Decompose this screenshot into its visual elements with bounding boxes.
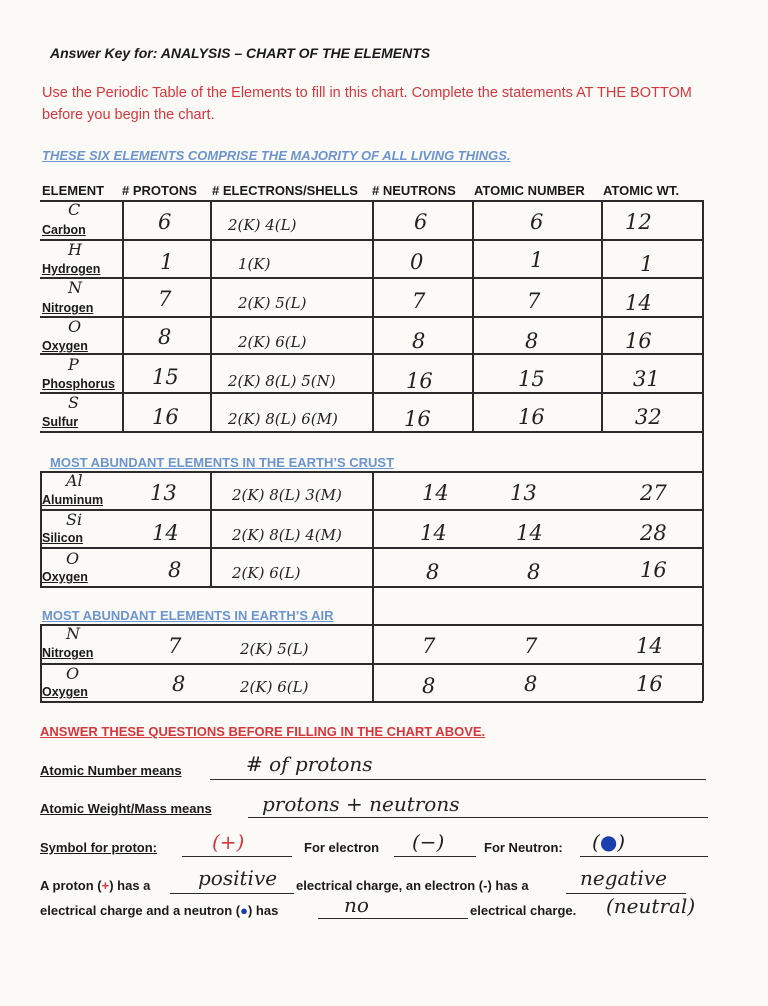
cell-neutrons: 7 (422, 634, 436, 658)
element-name: Oxygen (42, 685, 88, 699)
cell-atomic-number: 7 (527, 289, 541, 313)
proton-symbol-label: Symbol for proton: (40, 840, 157, 855)
cell-protons: 8 (158, 325, 172, 349)
questions-heading: ANSWER THESE QUESTIONS BEFORE FILLING IN THE CHART ABOVE. (40, 724, 486, 739)
answer-line (210, 779, 706, 780)
element-symbol: P (68, 355, 79, 374)
col-header-atomic-weight: ATOMIC WT. (603, 183, 680, 198)
cell-protons: 8 (172, 672, 186, 696)
charge-sentence-1: A proton (+) has a (40, 878, 151, 893)
cell-neutrons: 16 (406, 369, 433, 393)
element-symbol: N (66, 624, 80, 643)
table-col-rule (601, 200, 603, 431)
cell-atomic-number: 15 (518, 367, 545, 391)
cell-atomic-weight: 28 (640, 521, 667, 545)
cell-atomic-number: 8 (524, 672, 538, 696)
cell-atomic-number: 8 (527, 560, 541, 584)
element-name: Oxygen (42, 339, 88, 353)
table-col-rule (210, 200, 212, 431)
section-heading-air: MOST ABUNDANT ELEMENTS IN EARTH’S AIR (42, 608, 334, 623)
charge-sentence-2: electrical charge and a neutron (●) has (40, 903, 279, 918)
cell-atomic-weight: 14 (636, 634, 663, 658)
cell-atomic-weight: 16 (636, 672, 663, 696)
cell-protons: 7 (168, 634, 182, 658)
atomic-number-label: Atomic Number means (40, 763, 182, 778)
cell-atomic-weight: 16 (640, 558, 667, 582)
element-symbol: C (68, 200, 81, 219)
element-name: Hydrogen (42, 262, 101, 276)
cell-protons: 13 (150, 481, 177, 505)
cell-neutrons: 16 (404, 407, 431, 431)
element-symbol: H (68, 240, 82, 259)
answer-line (580, 856, 708, 857)
element-name: Sulfur (42, 415, 79, 429)
cell-atomic-weight: 12 (625, 210, 652, 234)
col-header-element: ELEMENT (42, 183, 105, 198)
table-col-rule (122, 200, 124, 431)
cell-atomic-number: 13 (510, 481, 537, 505)
cell-shells: 1(K) (238, 255, 271, 273)
cell-atomic-number: 16 (518, 405, 545, 429)
answer-line (318, 918, 468, 919)
answer-line (170, 893, 294, 894)
element-name: Carbon (42, 223, 86, 237)
atomic-number-answer: # of protons (246, 752, 373, 776)
table-rule (40, 431, 703, 433)
cell-shells: 2(K) 5(L) (240, 640, 309, 658)
cell-atomic-weight: 14 (625, 291, 652, 315)
cell-shells: 2(K) 8(L) 3(M) (232, 486, 342, 504)
proton-charge-answer: positive (198, 866, 278, 890)
element-name: Nitrogen (42, 301, 94, 315)
proton-symbol-answer: (+) (212, 830, 245, 854)
cell-shells: 2(K) 6(L) (238, 333, 307, 351)
elements-table (40, 183, 703, 703)
cell-neutrons: 6 (414, 210, 428, 234)
electron-symbol-answer: (−) (412, 830, 445, 854)
cell-protons: 1 (160, 250, 174, 274)
element-name: Oxygen (42, 570, 88, 584)
page-title: Answer Key for: ANALYSIS – CHART OF THE ELEMENTS (50, 45, 431, 61)
cell-atomic-number: 8 (525, 329, 539, 353)
cell-protons: 15 (152, 365, 179, 389)
cell-atomic-weight: 32 (635, 405, 662, 429)
cell-shells: 2(K) 8(L) 6(M) (228, 410, 338, 428)
cell-shells: 2(K) 4(L) (228, 216, 297, 234)
element-symbol: S (68, 393, 79, 412)
cell-protons: 16 (152, 405, 179, 429)
answer-line (182, 856, 292, 857)
cell-neutrons: 8 (426, 560, 440, 584)
neutron-charge-answer: no (344, 893, 369, 917)
cell-protons: 8 (168, 558, 182, 582)
element-name: Aluminum (42, 493, 104, 507)
cell-neutrons: 8 (412, 329, 426, 353)
cell-shells: 2(K) 6(L) (232, 564, 301, 582)
cell-protons: 14 (152, 521, 179, 545)
neutron-symbol-label: For Neutron: (484, 840, 563, 855)
table-col-rule (372, 586, 374, 701)
section-heading-crust: MOST ABUNDANT ELEMENTS IN THE EARTH’S CRUST (50, 455, 395, 470)
charge-sentence-1-cont: electrical charge, an electron (-) has a (296, 878, 529, 893)
cell-atomic-number: 7 (524, 634, 538, 658)
cell-neutrons: 0 (410, 250, 424, 274)
cell-atomic-number: 14 (516, 521, 543, 545)
table-col-rule (372, 471, 374, 586)
cell-atomic-weight: 16 (625, 329, 652, 353)
answer-line (248, 817, 708, 818)
cell-protons: 6 (158, 210, 172, 234)
cell-shells: 2(K) 5(L) (238, 294, 307, 312)
electron-charge-answer: negative (580, 866, 668, 890)
cell-neutrons: 7 (412, 289, 426, 313)
cell-atomic-weight: 31 (633, 367, 660, 391)
atomic-weight-label: Atomic Weight/Mass means (40, 801, 212, 816)
element-name: Nitrogen (42, 646, 94, 660)
col-header-electrons: # ELECTRONS/SHELLS (212, 183, 358, 198)
cell-atomic-number: 1 (530, 248, 544, 272)
cell-atomic-weight: 27 (640, 481, 667, 505)
col-header-protons: # PROTONS (122, 183, 197, 198)
element-name: Phosphorus (42, 377, 115, 391)
cell-protons: 7 (158, 287, 172, 311)
table-col-rule (702, 200, 704, 701)
neutral-note: (neutral) (606, 894, 696, 918)
col-header-atomic-number: ATOMIC NUMBER (474, 183, 585, 198)
element-symbol: N (68, 278, 82, 297)
cell-shells: 2(K) 8(L) 4(M) (232, 526, 342, 544)
charge-sentence-2-cont: electrical charge. (470, 903, 577, 918)
table-col-rule (372, 200, 374, 431)
instructions: Use the Periodic Table of the Elements to fill in this chart. Complete the statements AT THE BOTTOM before you begin the chart. (42, 85, 692, 123)
cell-neutrons: 14 (422, 481, 449, 505)
answer-line (394, 856, 476, 857)
table-rule (40, 701, 703, 703)
table-col-rule (210, 471, 212, 586)
neutron-symbol-answer: (●) (592, 830, 626, 854)
cell-shells: 2(K) 8(L) 5(N) (228, 372, 336, 390)
element-symbol: Si (66, 510, 83, 529)
cell-shells: 2(K) 6(L) (240, 678, 309, 696)
atomic-weight-answer: protons + neutrons (262, 792, 460, 816)
cell-neutrons: 14 (420, 521, 447, 545)
cell-neutrons: 8 (422, 674, 436, 698)
table-col-rule (40, 471, 42, 586)
element-symbol: O (68, 317, 82, 336)
element-name: Silicon (42, 531, 83, 545)
element-symbol: O (66, 549, 80, 568)
table-col-rule (472, 200, 474, 431)
section-heading-living: THESE SIX ELEMENTS COMPRISE THE MAJORITY OF ALL LIVING THINGS. (42, 148, 511, 163)
electron-symbol-label: For electron (304, 840, 380, 855)
cell-atomic-weight: 1 (640, 252, 654, 276)
col-header-neutrons: # NEUTRONS (372, 183, 456, 198)
element-symbol: Al (66, 471, 83, 490)
element-symbol: O (66, 664, 80, 683)
cell-atomic-number: 6 (530, 210, 544, 234)
